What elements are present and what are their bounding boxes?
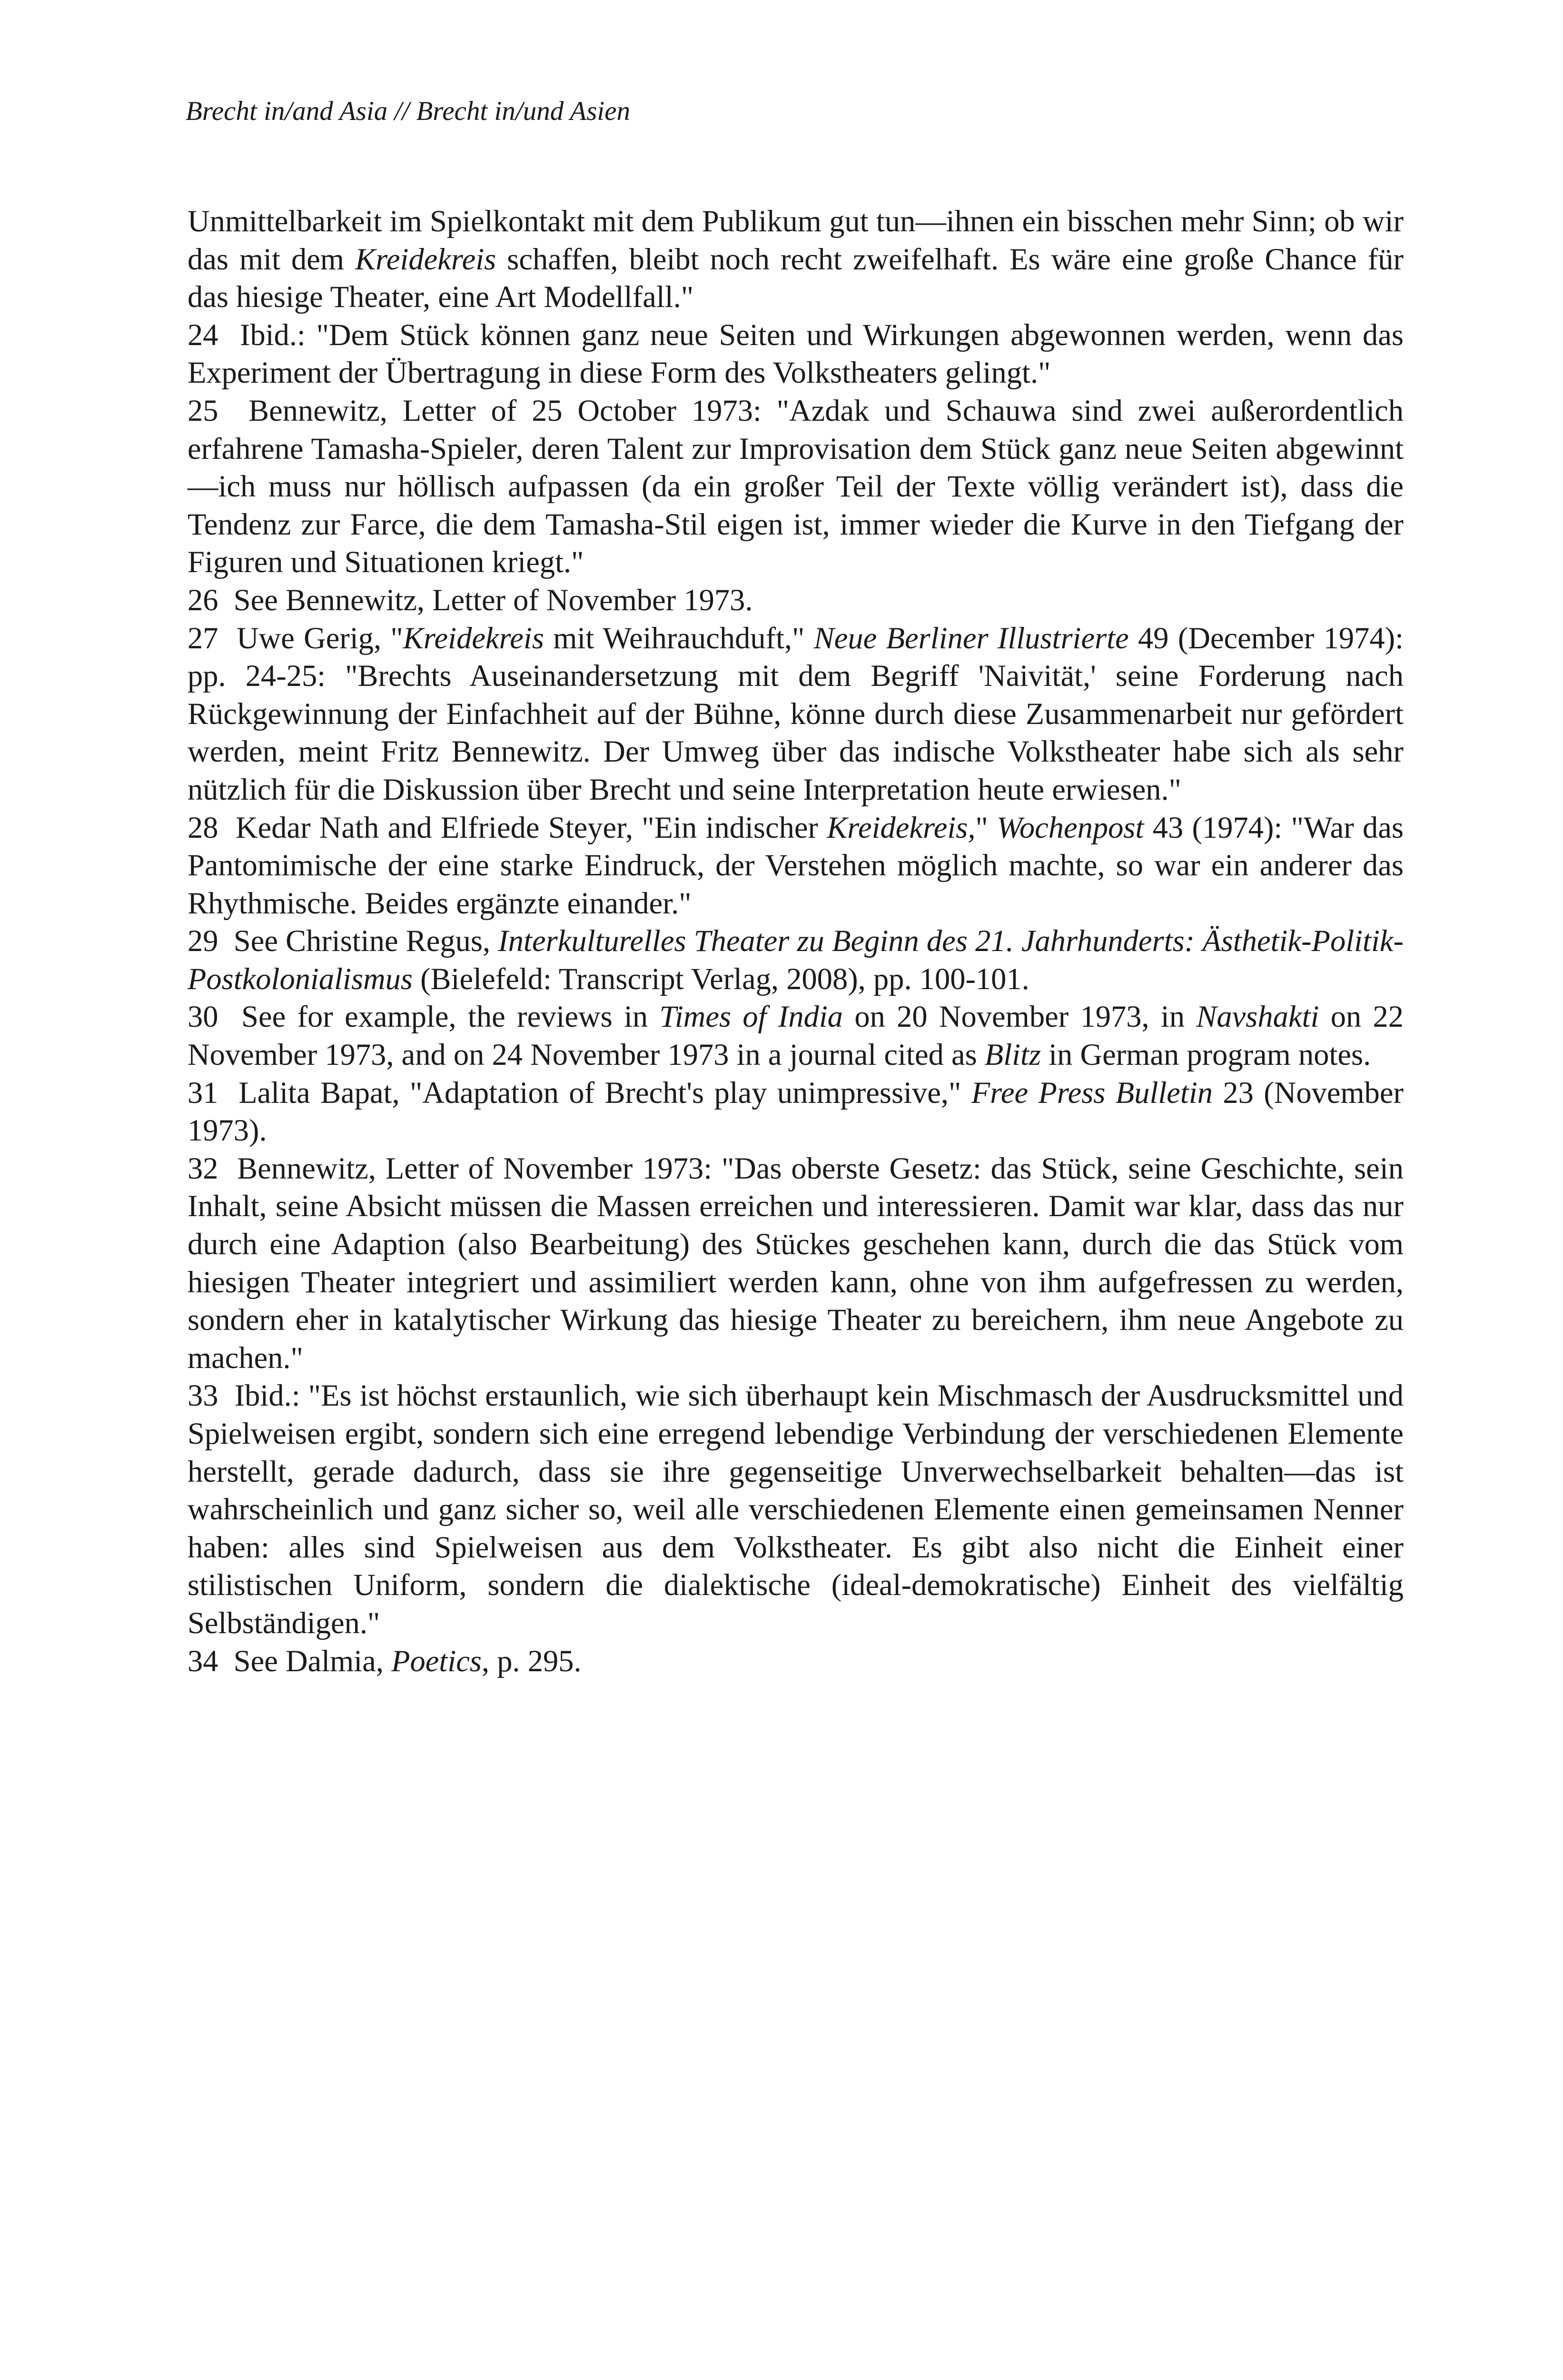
endnote-number: 33 [188,1378,218,1413]
endnote-italic-text: Navshakti [1196,1000,1319,1034]
endnote-continuation [188,202,1404,316]
endnote-29 [188,922,1404,998]
endnote-text: 49 (December 1974): pp. 24-25: "Brechts Auseinandersetzung mit dem Begriff 'Naivität,' seine Forderung nach Rückgewinnung der Einfachheit auf der Bühne, könne durch diese Zusammenarbeit nur gefördert werden, meint Fritz Bennewitz. Der Umweg über das indische Volkstheater habe sich als sehr nützlich für die Diskussion über Brecht und seine Interpretation heute erwiesen." [188,621,1404,806]
endnote-number: 29 [188,924,218,958]
endnote-text: 43 (1974): "War das Pantomimische der eine starke Eindruck, der Verstehen möglich machte, so war ein anderer das Rhythmische. Beides ergänzte einander." [188,810,1404,920]
endnote-text: , p. 295. [481,1644,582,1678]
endnote-text: Ibid.: "Es ist höchst erstaunlich, wie sich überhaupt kein Mischmasch der Ausdrucksmittel und Spielweisen ergibt, sondern sich eine erregend lebendige Verbindung der verschiedenen Elemente herstellt, gerade dadurch, dass sie ihre gegenseitige Unverwechselbarkeit behalten—das ist wahrscheinlich und ganz sicher so, weil alle verschiedenen Elemente einen gemeinsamen Nenner haben: alles sind Spielweisen aus dem Volkstheater. Es gibt also nicht die Einheit einer stilistischen Uniform, sondern die dialektische (ideal-demokratische) Einheit des vielfältig Selbständigen." [188,1378,1404,1640]
endnote-25 [188,392,1404,581]
endnote-26 [188,581,1404,619]
endnote-text: 23 (November 1973). [188,1075,1404,1148]
endnote-italic-text: Times of India [659,1000,843,1034]
endnote-32 [188,1150,1404,1377]
endnote-number: 32 [188,1151,218,1185]
endnote-text: Unmittelbarkeit im Spielkontakt mit dem Publikum gut tun—ihnen ein bisschen mehr Sinn; ob wir das mit dem [188,204,1404,276]
endnote-number: 26 [188,583,218,617]
running-head: Brecht in/and Asia // Brecht in/und Asien [186,96,631,126]
endnote-italic-text: Kreidekreis [355,242,496,276]
endnote-text: schaffen, bleibt noch recht zweifelhaft. Es wäre eine große Chance für das hiesige Theater, eine Art Modellfall." [188,242,1404,314]
endnote-text: Uwe Gerig, " [237,621,403,655]
endnote-number: 27 [188,621,218,655]
endnote-text: Bennewitz, Letter of 25 October 1973: "Azdak und Schauwa sind zwei außerordentlich erfahrene Tamasha-Spieler, deren Talent zur Improvisation dem Stück ganz neue Seiten abgewinnt—ich muss nur höllisch aufpassen (da ein großer Teil der Texte völlig verändert ist), dass die Tendenz zur Farce, die dem Tamasha-Stil eigen ist, immer wieder die Kurve in den Tiefgang der Figuren und Situationen kriegt." [188,393,1404,579]
endnote-number: 31 [188,1075,218,1110]
endnote-24 [188,316,1404,392]
endnote-27 [188,619,1404,809]
endnote-italic-text: Kreidekreis, [827,810,976,844]
endnote-number: 24 [188,317,218,352]
endnote-italic-text: Neue Berliner Illustrierte [813,621,1129,655]
endnote-number: 28 [188,810,218,844]
endnote-34 [188,1642,1404,1680]
endnote-text: (Bielefeld: Transcript Verlag, 2008), pp. 100-101. [413,962,1029,996]
endnote-number: 34 [188,1644,218,1678]
endnote-text: Bennewitz, Letter of November 1973: "Das oberste Gesetz: das Stück, seine Geschichte, sein Inhalt, seine Absicht müssen die Massen erreichen und interessieren. Damit war klar, dass das nur durch eine Adaption (also Bearbeitung) des Stückes geschehen kann, durch die das Stück vom hiesigen Theater integriert und assimiliert werden kann, ohne von ihm aufgefressen zu werden, sondern eher in katalytischer Wirkung das hiesige Theater zu bereichern, ihm neue Angebote zu machen." [188,1151,1404,1375]
endnote-italic-text: Interkulturelles Theater zu Beginn des 21. Jahrhunderts: Ästhetik-Politik-Postkolonialismus [188,924,1404,996]
endnote-italic-text: Free Press Bulletin [971,1075,1213,1110]
endnote-31 [188,1074,1404,1150]
endnote-text: " [975,810,997,844]
endnote-text: Kedar Nath and Elfriede Steyer, "Ein indischer [236,810,827,844]
endnote-33 [188,1377,1404,1642]
endnote-italic-text: Poetics [391,1644,482,1678]
endnote-text: See for example, the reviews in [241,1000,660,1034]
endnote-text: See Dalmia, [233,1644,392,1678]
endnote-italic-text: Kreidekreis [403,621,544,655]
endnotes-list [188,202,1404,1680]
endnote-italic-text: Blitz [984,1038,1041,1072]
endnote-number: 30 [188,1000,218,1034]
endnote-30 [188,998,1404,1073]
endnote-text: Ibid.: "Dem Stück können ganz neue Seiten und Wirkungen abgewonnen werden, wenn das Experiment der Übertragung in diese Form des Volkstheaters gelingt." [188,317,1404,390]
endnote-text: See Christine Regus, [233,924,498,958]
endnote-text: Lalita Bapat, "Adaptation of Brecht's play unimpressive," [238,1075,971,1110]
endnote-text: on 22 November 1973, and on 24 November 1973 in a journal cited as [188,1000,1404,1072]
endnote-text: mit Weihrauchduft," [544,621,814,655]
endnote-text: on 20 November 1973, in [843,1000,1197,1034]
endnote-text: in German program notes. [1041,1038,1371,1072]
endnote-number: 25 [188,393,218,427]
endnote-28 [188,809,1404,922]
endnote-text: See Bennewitz, Letter of November 1973. [233,583,753,617]
endnote-italic-text: Wochenpost [997,810,1144,844]
